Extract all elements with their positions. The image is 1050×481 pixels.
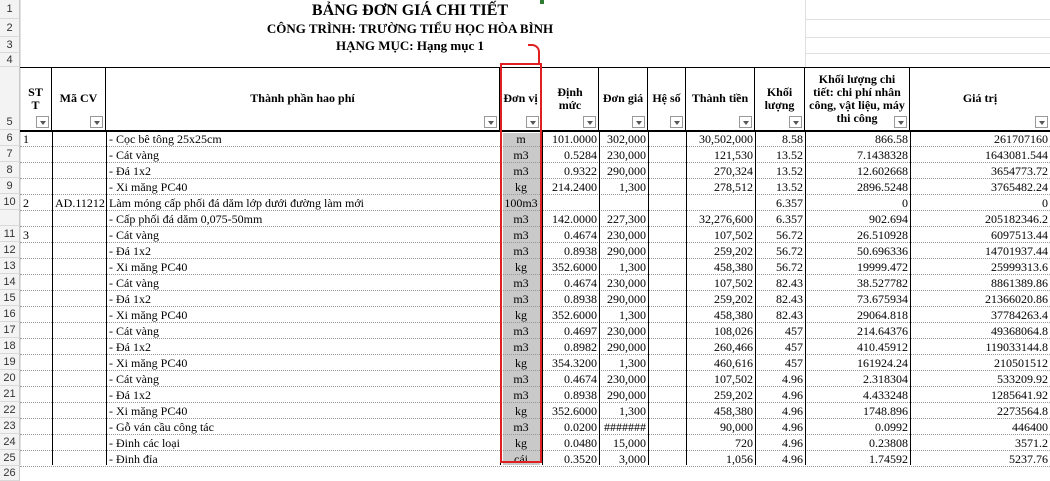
cell-he-so[interactable] [648, 275, 686, 290]
cell-don-vi[interactable]: kg [515, 308, 527, 322]
cell-gia-tri[interactable]: 261707160 [994, 132, 1048, 146]
row-header[interactable]: 25 [0, 450, 20, 466]
cell-he-so[interactable] [648, 355, 686, 370]
cell-don-vi[interactable]: kg [515, 356, 527, 370]
cell-he-so[interactable] [648, 307, 686, 322]
cell-stt[interactable] [20, 291, 52, 306]
cell-don-gia[interactable]: 3,000 [619, 452, 646, 466]
cell-kl-chi-tiet[interactable]: 2896.5248 [857, 180, 908, 194]
cell-he-so[interactable] [648, 387, 686, 402]
cell-he-so[interactable] [648, 243, 686, 258]
cell-thanh-phan[interactable]: - Cấp phối đá dăm 0,075-50mm [109, 212, 263, 226]
cell-thanh-tien[interactable]: 108,026 [714, 324, 753, 338]
cell-dinh-muc[interactable]: 0.4674 [564, 372, 597, 386]
cell-gia-tri[interactable]: 533209.92 [997, 372, 1048, 386]
row-header[interactable]: 4 [0, 53, 20, 67]
cell-he-so[interactable] [648, 179, 686, 194]
cell-khoi-luong[interactable]: 6.357 [776, 212, 803, 226]
cell-don-gia[interactable]: 230,000 [607, 148, 646, 162]
cell-ma-cv[interactable] [52, 339, 106, 354]
row-header[interactable]: 21 [0, 386, 20, 402]
cell-he-so[interactable] [648, 163, 686, 178]
cell-gia-tri[interactable]: 21366020.86 [985, 292, 1048, 306]
cell-ma-cv[interactable] [52, 435, 106, 450]
cell-khoi-luong[interactable]: 4.96 [782, 404, 803, 418]
header-ma-cv: Mã CV [52, 67, 106, 130]
cell-dinh-muc[interactable]: 0.4674 [564, 228, 597, 242]
cell-don-gia[interactable]: 230,000 [607, 372, 646, 386]
cell-thanh-tien[interactable]: 458,380 [714, 308, 753, 322]
cell-don-gia[interactable]: 302,000 [607, 132, 646, 146]
cell-khoi-luong[interactable]: 4.96 [782, 420, 803, 434]
row-header[interactable] [0, 210, 20, 226]
cell-he-so[interactable] [648, 435, 686, 450]
cell-kl-chi-tiet[interactable]: 0.0992 [875, 420, 908, 434]
cell-thanh-phan[interactable]: - Cát vàng [109, 228, 159, 242]
cell-khoi-luong[interactable]: 457 [785, 340, 803, 354]
cell-kl-chi-tiet[interactable]: 7.1438328 [857, 148, 908, 162]
cell-ma-cv[interactable] [52, 403, 106, 418]
header-dinh-muc: Định mức [542, 67, 599, 130]
row-header[interactable]: 2 [0, 19, 20, 37]
cell-dinh-muc[interactable]: 0.9322 [564, 164, 597, 178]
cell-he-so[interactable] [648, 227, 686, 242]
cell-gia-tri[interactable]: 5237.76 [1009, 452, 1048, 466]
header-don-vi: Đơn vị [500, 67, 542, 130]
cell-don-gia[interactable]: 290,000 [607, 292, 646, 306]
cell-khoi-luong[interactable]: 82.43 [776, 276, 803, 290]
cell-kl-chi-tiet[interactable]: 161924.24 [857, 356, 908, 370]
row-header[interactable]: 19 [0, 354, 20, 370]
cell-thanh-tien[interactable]: 259,202 [714, 244, 753, 258]
cell-don-vi[interactable]: m3 [513, 228, 529, 242]
cell-gia-tri[interactable]: 1643081.544 [985, 148, 1048, 162]
cell-don-vi[interactable]: kg [515, 260, 527, 274]
cell-don-gia[interactable]: 290,000 [607, 340, 646, 354]
cell-don-vi[interactable]: m3 [513, 420, 529, 434]
header-thanh-tien: Thành tiền [686, 67, 755, 130]
cell-thanh-tien[interactable]: 460,616 [714, 356, 753, 370]
cell-khoi-luong[interactable]: 4.96 [782, 388, 803, 402]
cell-thanh-phan[interactable]: - Cát vàng [109, 372, 159, 386]
cell-thanh-phan[interactable]: - Xi măng PC40 [109, 260, 188, 274]
header-kl-chi-tiet: Khối lượng chi tiết: chi phí nhân công, vật liệu, máy thi công [805, 67, 910, 130]
row-header[interactable]: 26 [0, 466, 20, 481]
cell-don-vi[interactable]: m3 [513, 244, 529, 258]
filter-dropdown-icon[interactable] [739, 116, 752, 128]
cell-don-vi[interactable]: m3 [513, 372, 529, 386]
cell-thanh-tien[interactable]: 720 [735, 436, 753, 450]
cell-khoi-luong[interactable]: 56.72 [776, 244, 803, 258]
cell-ma-cv[interactable] [52, 387, 106, 402]
header-thanh-phan: Thành phần hao phí [106, 67, 500, 130]
cell-don-gia[interactable]: 230,000 [607, 228, 646, 242]
cell-stt[interactable] [20, 259, 52, 274]
cell-gia-tri[interactable]: 49368064.8 [991, 324, 1048, 338]
cell-gia-tri[interactable]: 446400 [1012, 420, 1048, 434]
cell-gia-tri[interactable]: 37784263.4 [991, 308, 1048, 322]
filter-dropdown-icon[interactable] [36, 116, 49, 128]
cell-ma-cv[interactable] [52, 147, 106, 162]
cell-thanh-tien[interactable]: 107,502 [714, 276, 753, 290]
annotation-mark [528, 44, 540, 64]
cell-don-vi[interactable]: m3 [513, 340, 529, 354]
cell-don-gia[interactable]: 1,300 [619, 404, 646, 418]
row-header[interactable]: 7 [0, 146, 20, 162]
cell-don-gia[interactable]: 290,000 [607, 164, 646, 178]
cell-ma-cv[interactable] [52, 243, 106, 258]
cell-dinh-muc[interactable]: 0.8982 [564, 340, 597, 354]
cell-he-so[interactable] [648, 371, 686, 386]
row-header[interactable]: 22 [0, 402, 20, 418]
header-gia-tri: Giá trị [910, 67, 1050, 130]
cell-thanh-phan[interactable]: - Cát vàng [109, 148, 159, 162]
cell-thanh-phan[interactable]: - Cát vàng [109, 324, 159, 338]
cell-dinh-muc[interactable]: 0.8938 [564, 388, 597, 402]
row-header[interactable]: 16 [0, 306, 20, 322]
cell-ma-cv[interactable] [52, 259, 106, 274]
cell-khoi-luong[interactable]: 82.43 [776, 308, 803, 322]
cell-thanh-phan[interactable]: - Đá 1x2 [109, 340, 151, 354]
cell-stt[interactable] [20, 419, 52, 434]
row-header[interactable]: 12 [0, 242, 20, 258]
cell-thanh-tien[interactable]: 458,380 [714, 404, 753, 418]
cell-stt[interactable] [20, 147, 52, 162]
cell-thanh-phan[interactable]: - Đinh các loại [109, 436, 180, 450]
cell-stt[interactable] [20, 211, 52, 226]
cell-thanh-tien[interactable]: 1,056 [726, 452, 753, 466]
cell-khoi-luong[interactable]: 4.96 [782, 436, 803, 450]
cell-thanh-phan[interactable]: - Cát vàng [109, 276, 159, 290]
cell-gia-tri[interactable]: 25999313.6 [991, 260, 1048, 274]
cell-ma-cv[interactable] [52, 451, 106, 466]
cell-thanh-phan[interactable]: - Đá 1x2 [109, 244, 151, 258]
cell-kl-chi-tiet[interactable]: 1748.896 [863, 404, 908, 418]
cell-kl-chi-tiet[interactable]: 38.527782 [857, 276, 908, 290]
cell-don-gia[interactable]: 15,000 [613, 436, 646, 450]
cell-stt[interactable] [20, 323, 52, 338]
cell-ma-cv[interactable] [52, 275, 106, 290]
filter-dropdown-icon[interactable] [484, 116, 497, 128]
cell-gia-tri[interactable]: 205182346.2 [985, 212, 1048, 226]
cell-dinh-muc[interactable] [542, 195, 599, 210]
row-header[interactable]: 10 [0, 194, 20, 210]
cell-thanh-tien[interactable]: 259,202 [714, 388, 753, 402]
cell-ma-cv[interactable] [52, 323, 106, 338]
cell-don-vi[interactable]: m [516, 132, 526, 146]
cell-thanh-phan[interactable]: - Xi măng PC40 [109, 356, 188, 370]
cell-don-vi[interactable]: m3 [513, 164, 529, 178]
cell-thanh-phan[interactable]: - Xi măng PC40 [109, 404, 188, 418]
filter-dropdown-icon[interactable] [632, 116, 645, 128]
cell-thanh-tien[interactable]: 121,530 [714, 148, 753, 162]
cell-kl-chi-tiet[interactable]: 214.64376 [857, 324, 908, 338]
cell-kl-chi-tiet[interactable]: 26.510928 [857, 228, 908, 242]
cell-dinh-muc[interactable]: 352.6000 [552, 260, 597, 274]
cell-gia-tri[interactable]: 3765482.24 [991, 180, 1048, 194]
cell-don-vi[interactable]: m3 [513, 212, 529, 226]
cell-don-vi[interactable]: kg [515, 404, 527, 418]
cell-don-gia[interactable]: 1,300 [619, 308, 646, 322]
cell-stt[interactable] [20, 243, 52, 258]
category-name: HẠNG MỤC: Hạng mục 1 [335, 38, 485, 53]
row-header[interactable]: 20 [0, 370, 20, 386]
cell-khoi-luong[interactable]: 4.96 [782, 372, 803, 386]
cell-stt[interactable]: 3 [23, 228, 29, 242]
cell-stt[interactable] [20, 163, 52, 178]
cell-he-so[interactable] [648, 451, 686, 466]
cell-stt[interactable] [20, 451, 52, 466]
filter-dropdown-icon[interactable] [894, 116, 907, 128]
project-name: CÔNG TRÌNH: TRƯỜNG TIỂU HỌC HÒA BÌNH [266, 21, 554, 36]
cell-dinh-muc[interactable]: 0.5284 [564, 148, 597, 162]
cell-gia-tri[interactable]: 8861389.86 [991, 276, 1048, 290]
cell-he-so[interactable] [648, 195, 686, 210]
cell-dinh-muc[interactable]: 101.0000 [552, 132, 597, 146]
cell-kl-chi-tiet[interactable]: 1.74592 [869, 452, 908, 466]
cell-he-so[interactable] [648, 291, 686, 306]
header-khoi-luong: Khối lượng [755, 67, 805, 130]
cell-khoi-luong[interactable]: 56.72 [776, 260, 803, 274]
cell-don-gia[interactable]: 227,300 [607, 212, 646, 226]
cell-kl-chi-tiet[interactable]: 0.23808 [869, 436, 908, 450]
cell-stt[interactable] [20, 435, 52, 450]
cell-don-vi[interactable]: m3 [513, 324, 529, 338]
cell-dinh-muc[interactable]: 0.0480 [564, 436, 597, 450]
cell-don-gia[interactable]: 1,300 [619, 180, 646, 194]
cell-ma-cv[interactable] [52, 419, 106, 434]
row-header[interactable]: 3 [0, 37, 20, 53]
cell-thanh-tien[interactable]: 107,502 [714, 228, 753, 242]
cell-kl-chi-tiet[interactable]: 50.696336 [857, 244, 908, 258]
cell-dinh-muc[interactable]: 0.8938 [564, 244, 597, 258]
cell-gia-tri[interactable]: 6097513.44 [991, 228, 1048, 242]
cell-don-vi[interactable]: kg [515, 436, 527, 450]
cell-kl-chi-tiet[interactable]: 19999.472 [857, 260, 908, 274]
cell-stt[interactable] [20, 307, 52, 322]
cell-gia-tri[interactable]: 210501512 [994, 356, 1048, 370]
cell-he-so[interactable] [648, 403, 686, 418]
row-header[interactable]: 23 [0, 418, 20, 434]
cell-stt[interactable] [20, 179, 52, 194]
cell-he-so[interactable] [648, 259, 686, 274]
cell-thanh-tien[interactable]: 90,000 [720, 420, 753, 434]
cell-don-vi[interactable]: cái [514, 452, 528, 466]
row-header[interactable]: 11 [0, 226, 20, 242]
cell-ma-cv[interactable] [52, 307, 106, 322]
cell-khoi-luong[interactable]: 8.58 [782, 132, 803, 146]
cell-dinh-muc[interactable]: 354.3200 [552, 356, 597, 370]
cell-kl-chi-tiet[interactable]: 12.602668 [857, 164, 908, 178]
cell-stt[interactable] [20, 275, 52, 290]
cell-ma-cv[interactable] [52, 291, 106, 306]
cell-thanh-phan[interactable]: - Đá 1x2 [109, 292, 151, 306]
cell-ma-cv[interactable] [52, 179, 106, 194]
cell-kl-chi-tiet[interactable]: 902.694 [869, 212, 908, 226]
cell-ma-cv[interactable] [52, 355, 106, 370]
filter-dropdown-icon[interactable] [789, 116, 802, 128]
filter-dropdown-icon[interactable] [90, 116, 103, 128]
cell-don-vi[interactable]: m3 [513, 148, 529, 162]
cell-dinh-muc[interactable]: 142.0000 [552, 212, 597, 226]
cell-dinh-muc[interactable]: 0.4697 [564, 324, 597, 338]
cell-don-vi[interactable]: 100m3 [504, 196, 538, 210]
cell-stt[interactable] [20, 403, 52, 418]
cell-thanh-tien[interactable]: 278,512 [714, 180, 753, 194]
cell-don-gia[interactable]: 1,300 [619, 260, 646, 274]
cell-don-vi[interactable]: kg [515, 180, 527, 194]
cell-kl-chi-tiet[interactable]: 866.58 [875, 132, 908, 146]
header-he-so: Hệ số [648, 67, 686, 130]
cell-he-so[interactable] [648, 211, 686, 226]
header-don-gia: Đơn giá [599, 67, 648, 130]
cell-ma-cv[interactable] [52, 211, 106, 226]
row-header[interactable]: 8 [0, 162, 20, 178]
cell-thanh-phan[interactable]: - Cọc bê tông 25x25cm [109, 132, 222, 146]
cell-thanh-phan[interactable]: - Gỗ ván cầu công tác [109, 420, 214, 434]
cell-don-vi[interactable]: m3 [513, 388, 529, 402]
row-header[interactable]: 24 [0, 434, 20, 450]
sheet-title: BẢNG ĐƠN GIÁ CHI TIẾT [311, 2, 509, 19]
cell-stt[interactable]: 2 [23, 196, 29, 210]
header-stt: ST T [20, 67, 52, 130]
cell-kl-chi-tiet[interactable]: 0 [902, 196, 908, 210]
filter-dropdown-icon[interactable] [583, 116, 596, 128]
cell-khoi-luong[interactable]: 13.52 [776, 164, 803, 178]
cell-ma-cv[interactable] [52, 371, 106, 386]
cell-dinh-muc[interactable]: 0.8938 [564, 292, 597, 306]
cell-gia-tri[interactable]: 0 [1042, 196, 1048, 210]
cell-khoi-luong[interactable]: 4.96 [782, 452, 803, 466]
cell-gia-tri[interactable]: 119033144.8 [985, 340, 1048, 354]
cell-he-so[interactable] [648, 147, 686, 162]
row-header[interactable]: 6 [0, 130, 20, 146]
cell-don-gia[interactable]: ####### [604, 420, 646, 434]
cell-dinh-muc[interactable]: 0.4674 [564, 276, 597, 290]
cell-kl-chi-tiet[interactable]: 4.433248 [863, 388, 908, 402]
cell-dinh-muc[interactable]: 214.2400 [552, 180, 597, 194]
cell-he-so[interactable] [648, 339, 686, 354]
cell-khoi-luong[interactable]: 82.43 [776, 292, 803, 306]
cell-thanh-tien[interactable]: 458,380 [714, 260, 753, 274]
cell-thanh-phan[interactable]: - Đá 1x2 [109, 164, 151, 178]
cell-thanh-phan[interactable]: - Xi măng PC40 [109, 308, 188, 322]
cell-kl-chi-tiet[interactable]: 29064.818 [857, 308, 908, 322]
row-header[interactable]: 15 [0, 290, 20, 306]
cell-gia-tri[interactable]: 3571.2 [1015, 436, 1048, 450]
cell-gia-tri[interactable]: 1285641.92 [991, 388, 1048, 402]
row-header[interactable]: 14 [0, 274, 20, 290]
cell-thanh-phan[interactable]: Làm móng cấp phối đá dăm lớp dưới đường làm mới [109, 196, 365, 210]
cell-he-so[interactable] [648, 323, 686, 338]
cell-gia-tri[interactable]: 14701937.44 [985, 244, 1048, 258]
annotation-highlight-box [500, 63, 542, 463]
cell-thanh-tien[interactable]: 260,466 [714, 340, 753, 354]
row-header[interactable]: 9 [0, 178, 20, 194]
filter-dropdown-icon[interactable] [1035, 116, 1048, 128]
cell-stt[interactable]: 1 [23, 132, 29, 146]
row-header[interactable]: 18 [0, 338, 20, 354]
cell-don-gia[interactable]: 1,300 [619, 356, 646, 370]
cell-thanh-phan[interactable]: - Đinh đỉa [109, 452, 158, 466]
cell-kl-chi-tiet[interactable]: 410.45912 [857, 340, 908, 354]
cell-thanh-tien[interactable]: 30,502,000 [699, 132, 753, 146]
cell-he-so[interactable] [648, 419, 686, 434]
cell-thanh-tien[interactable] [686, 195, 755, 210]
cell-thanh-tien[interactable]: 32,276,600 [699, 212, 753, 226]
cell-khoi-luong[interactable]: 457 [785, 324, 803, 338]
cell-ma-cv[interactable] [52, 131, 106, 146]
cell-thanh-tien[interactable]: 270,324 [714, 164, 753, 178]
cell-don-gia[interactable] [599, 195, 648, 210]
cell-don-gia[interactable]: 230,000 [607, 324, 646, 338]
row-header[interactable]: 17 [0, 322, 20, 338]
row-header[interactable]: 13 [0, 258, 20, 274]
cell-don-vi[interactable]: m3 [513, 276, 529, 290]
cell-stt[interactable] [20, 355, 52, 370]
cell-dinh-muc[interactable]: 352.6000 [552, 404, 597, 418]
cell-dinh-muc[interactable]: 0.3520 [564, 452, 597, 466]
cell-don-gia[interactable]: 290,000 [607, 388, 646, 402]
cell-stt[interactable] [20, 339, 52, 354]
cell-thanh-tien[interactable]: 259,202 [714, 292, 753, 306]
cell-ma-cv[interactable]: AD.11212 [55, 196, 105, 210]
cell-gia-tri[interactable]: 3654773.72 [991, 164, 1048, 178]
cell-ma-cv[interactable] [52, 163, 106, 178]
cell-thanh-phan[interactable]: - Xi măng PC40 [109, 180, 188, 194]
cell-don-gia[interactable]: 290,000 [607, 244, 646, 258]
cell-gia-tri[interactable]: 2273564.8 [997, 404, 1048, 418]
cell-thanh-tien[interactable]: 107,502 [714, 372, 753, 386]
cell-don-gia[interactable]: 230,000 [607, 276, 646, 290]
cell-dinh-muc[interactable]: 0.0200 [564, 420, 597, 434]
cell-don-vi[interactable]: m3 [513, 292, 529, 306]
row-header[interactable]: 5 [0, 67, 20, 130]
cell-dinh-muc[interactable]: 352.6000 [552, 308, 597, 322]
cell-ma-cv[interactable] [52, 227, 106, 242]
cell-kl-chi-tiet[interactable]: 73.675934 [857, 292, 908, 306]
cell-stt[interactable] [20, 387, 52, 402]
cell-khoi-luong[interactable]: 13.52 [776, 180, 803, 194]
cell-khoi-luong[interactable]: 56.72 [776, 228, 803, 242]
cell-khoi-luong[interactable]: 457 [785, 356, 803, 370]
cell-kl-chi-tiet[interactable]: 2.318304 [863, 372, 908, 386]
cell-khoi-luong[interactable]: 13.52 [776, 148, 803, 162]
cell-khoi-luong[interactable]: 6.357 [776, 196, 803, 210]
cell-he-so[interactable] [648, 131, 686, 146]
cell-thanh-phan[interactable]: - Đá 1x2 [109, 388, 151, 402]
filter-dropdown-icon[interactable] [670, 116, 683, 128]
row-header[interactable]: 1 [0, 0, 20, 19]
cell-stt[interactable] [20, 371, 52, 386]
